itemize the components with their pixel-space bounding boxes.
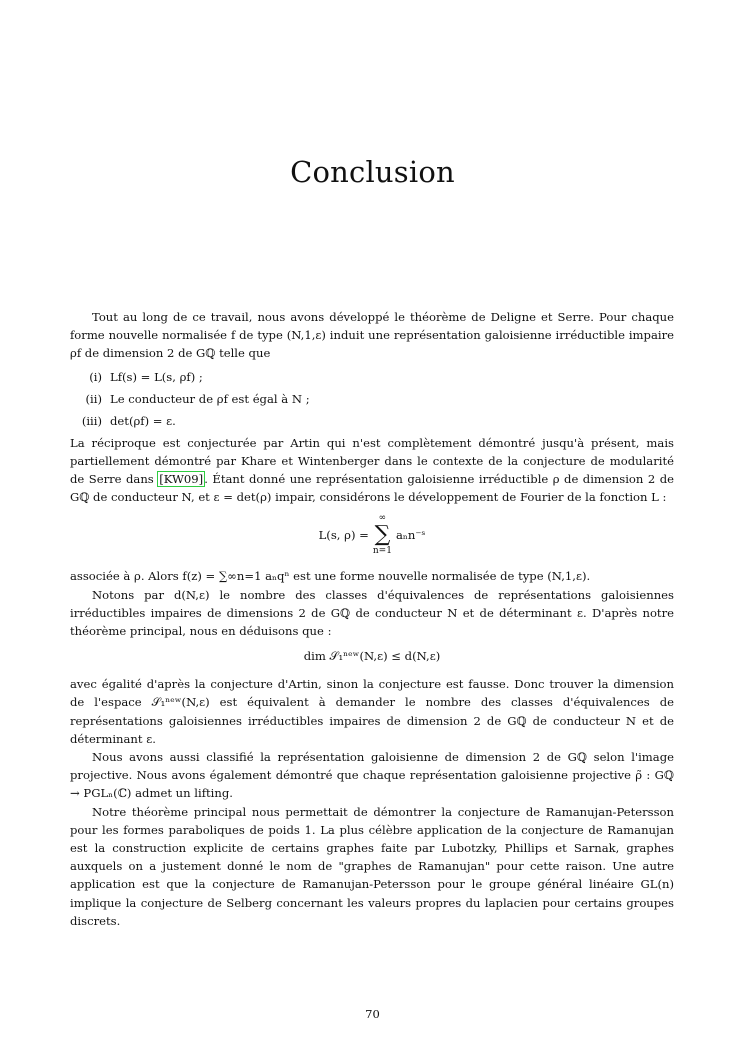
paragraph-classification: Nous avons aussi classifié la représentation galoisienne de dimension 2 de Gℚ selon l'image projective. Nous avons également démontré que chaque représentation galoisienne projective ρ̃ : Gℚ → PGLₙ(ℂ) admet un lifting. (70, 750, 674, 801)
paragraph-fourier: associée à ρ. Alors f(z) = ∑∞n=1 aₙqⁿ est une forme nouvelle normalisée de type (N,1,ε). (70, 569, 591, 584)
equation-l-function (70, 513, 674, 557)
summation-sign: ∑ (374, 522, 391, 548)
list-item-text: det(ρf) = ε. (110, 413, 176, 428)
property-list (70, 366, 674, 432)
summation-upper: ∞ (378, 513, 387, 524)
list-item-text: Le conducteur de ρf est égal à N ; (110, 391, 310, 406)
list-item-number: (i) (89, 369, 102, 384)
equation-dimension: dim 𝒮₁ⁿᵉʷ(N,ε) ≤ d(N,ε) (303, 649, 441, 664)
list-item-number: (ii) (85, 391, 102, 406)
list-item (70, 388, 674, 410)
list-item-number: (iii) (81, 413, 102, 428)
paragraph-artin (70, 434, 674, 507)
summation (373, 513, 392, 557)
equation-rhs: aₙn⁻ˢ (395, 528, 426, 543)
paragraph-notation: Notons par d(N,ε) le nombre des classes d'équivalences de représentations galoisiennes irréductibles impaires de dimensions 2 de Gℚ de conducteur N et de déterminant ε. D'après notre théorème principal, nous en déduisons que : (70, 587, 674, 639)
paragraph-artin-start: La réciproque est conjecturée par Artin qui n'est complètement démontré jusqu'à présent, mais partiellement démontré par Khare et Wintenberger dans le contexte de la conjecture de modularité de Serre dans (70, 435, 674, 487)
equation-lhs: L(s, ρ) = (318, 528, 369, 543)
summation-lower: n=1 (372, 546, 392, 557)
paragraph-equality: avec égalité d'après la conjecture d'Artin, sinon la conjecture est fausse. Donc trouver la dimension de l'espace 𝒮₁ⁿᵉʷ(N,ε) est équivalent à demander le nombre des classes d'équivalences de représentations galoisiennes irréductibles impaires de dimension 2 de Gℚ de conducteur N et de déterminant ε. (70, 677, 674, 746)
page-number: 70 (365, 1007, 380, 1021)
citation-link[interactable]: [KW09] (159, 472, 204, 487)
paragraph-intro: Tout au long de ce travail, nous avons développé le théorème de Deligne et Serre. Pour chaque forme nouvelle normalisée f de type (N,1,ε) induit une représentation galoisienne irréductible impaire ρf de dimension 2 de Gℚ telle que (70, 310, 674, 361)
list-item (70, 410, 674, 432)
body-text (70, 308, 674, 930)
paragraph-artin-end: . Étant donné une représentation galoisienne irréductible ρ de dimension 2 de Gℚ de conducteur N, et ε = det(ρ) impair, considérons le développement de Fourier de la fonction L : (70, 472, 674, 505)
list-item-text: Lf(s) = L(s, ρf) ; (110, 369, 203, 384)
paragraph-ramanujan: Notre théorème principal nous permettait de démontrer la conjecture de Ramanujan-Petersson pour les formes paraboliques de poids 1. La plus célèbre application de la conjecture de Ramanujan est la construction explicite de certains graphes faite par Lubotzky, Phillips et Sarnak, graphes auxquels on a justement donné le nom de "graphes de Ramanujan" pour cette raison. Une autre application est que la conjecture de Ramanujan-Petersson pour le groupe général linéaire GL(n) implique la conjecture de Selberg concernant les valeurs propres du laplacien pour certains groupes discrets. (70, 804, 674, 928)
list-item (70, 366, 674, 388)
page-title: Conclusion (290, 155, 455, 189)
